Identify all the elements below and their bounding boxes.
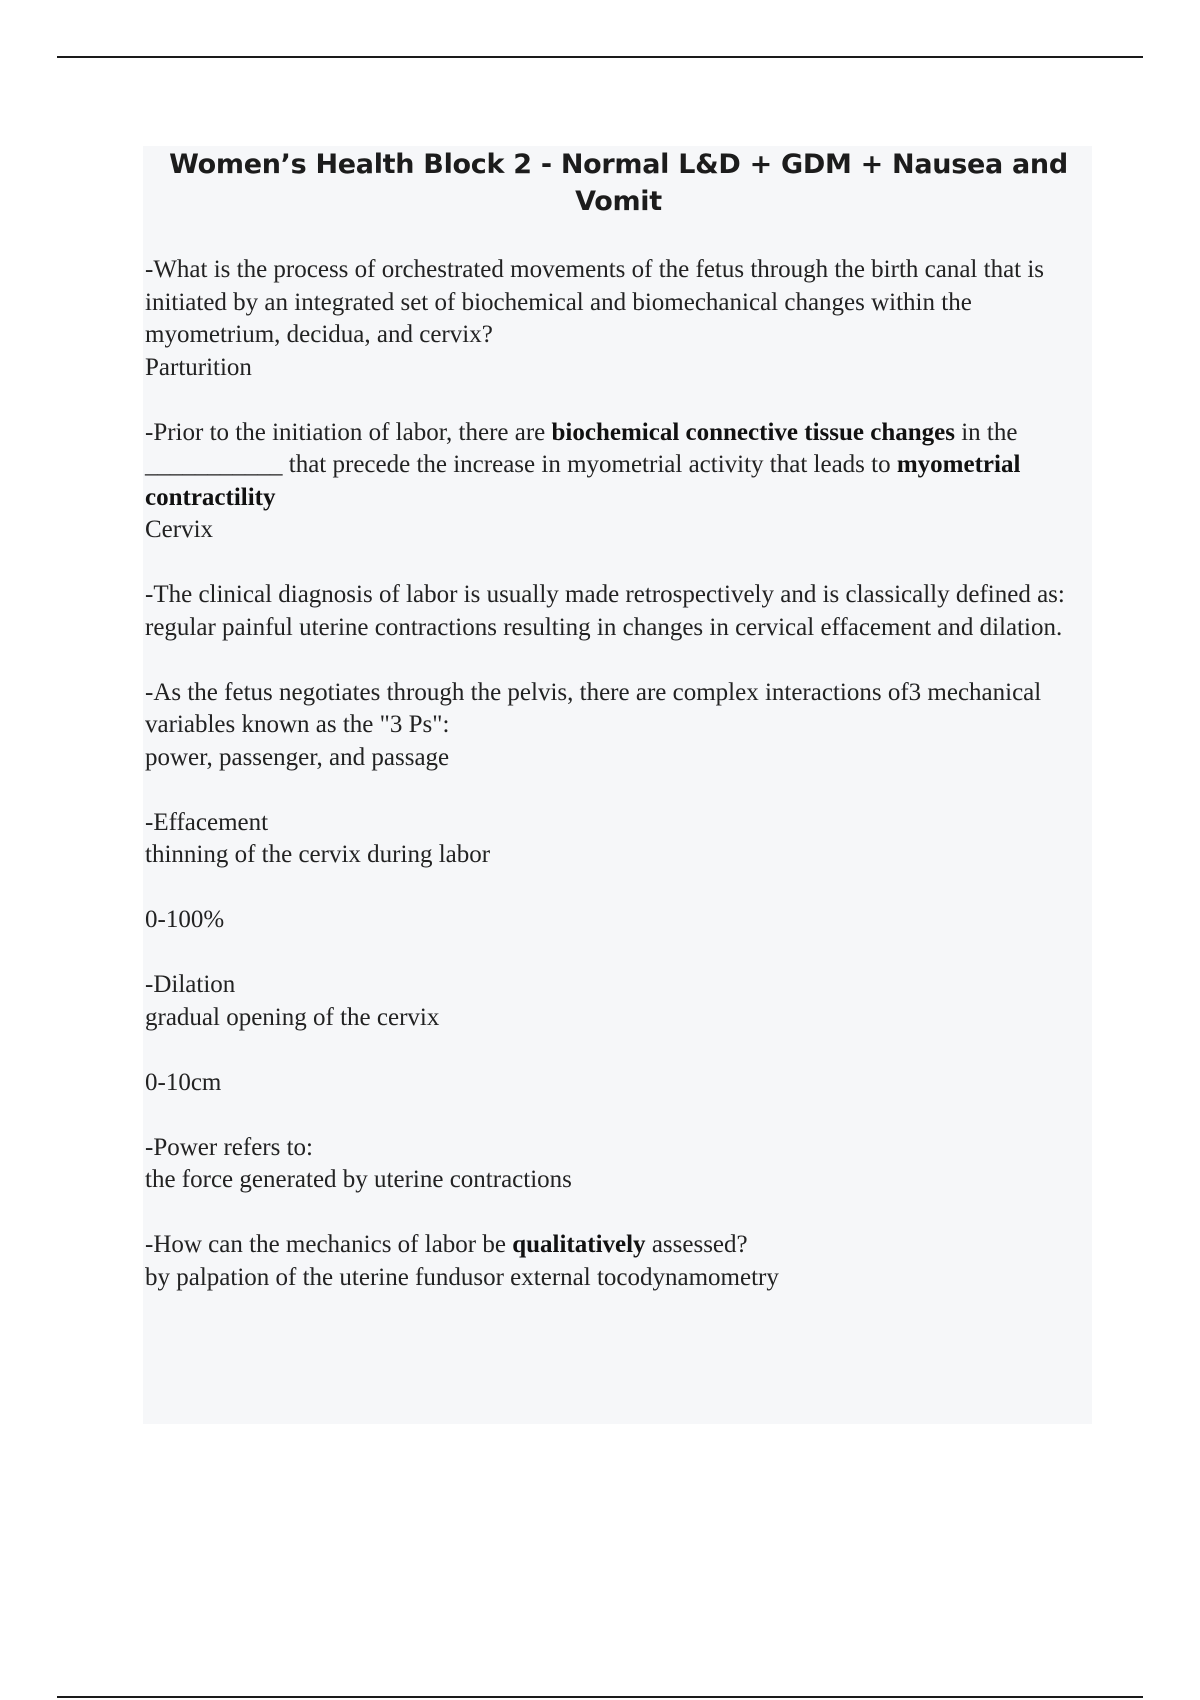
answer-range: 0-100% bbox=[145, 906, 225, 933]
question-text: -What is the process of orchestrated movements of the fetus through the birth canal that is initiated by an integrated set of biochemical and biomechanical changes within the myometrium, decidua, and cervix? bbox=[145, 256, 1045, 348]
question-text-part: assessed? bbox=[645, 1231, 748, 1258]
qa-item bbox=[145, 254, 1092, 384]
bold-term: myometrial contractility bbox=[145, 451, 1021, 511]
answer-text: thinning of the cervix during labor bbox=[145, 841, 491, 868]
question-text-part: -How can the mechanics of labor be bbox=[145, 1231, 513, 1258]
answer-range: 0-10cm bbox=[145, 1068, 222, 1096]
bottom-rule bbox=[57, 1696, 1143, 1698]
question-text: -As the fetus negotiates through the pelvis, there are complex interactions of3 mechanical variables known as the "3 Ps": bbox=[145, 678, 1042, 738]
document-title: Women’s Health Block 2 - Normal L&D + GDM + Nausea and Vomit bbox=[169, 149, 1068, 217]
question-text bbox=[145, 1229, 1092, 1262]
qa-item bbox=[145, 1132, 1092, 1197]
question-text: -Power refers to: bbox=[145, 1133, 313, 1161]
answer-text: power, passenger, and passage bbox=[145, 743, 450, 771]
question-text: -Effacement bbox=[145, 808, 269, 836]
question-text: -The clinical diagnosis of labor is usually made retrospectively and is classically defined as: bbox=[145, 581, 1065, 608]
question-text-part: in the ___________ that precede the increase in myometrial activity that leads to bbox=[145, 418, 1018, 478]
bold-term: qualitatively bbox=[512, 1231, 646, 1258]
question-text bbox=[145, 417, 1092, 515]
answer-text: by palpation of the uterine fundusor external tocodynamometry bbox=[145, 1263, 779, 1291]
answer-text: regular painful uterine contractions resulting in changes in cervical effacement and dilation. bbox=[145, 613, 1063, 641]
answer-text: Parturition bbox=[145, 353, 252, 381]
qa-item bbox=[145, 677, 1092, 775]
question-text: -Dilation bbox=[145, 971, 236, 998]
study-card-panel bbox=[143, 146, 1092, 1424]
qa-item bbox=[145, 807, 1092, 937]
qa-item bbox=[145, 969, 1092, 1099]
qa-list bbox=[145, 254, 1092, 1294]
answer-text: gradual opening of the cervix bbox=[145, 1003, 440, 1031]
top-rule bbox=[57, 56, 1143, 58]
question-text-part: -Prior to the initiation of labor, there are bbox=[145, 418, 552, 446]
qa-item bbox=[145, 579, 1092, 644]
answer-text: the force generated by uterine contractions bbox=[145, 1166, 572, 1193]
qa-item bbox=[145, 417, 1092, 547]
qa-item bbox=[145, 1229, 1092, 1294]
answer-text: Cervix bbox=[145, 516, 214, 543]
bold-term: biochemical connective tissue changes bbox=[551, 418, 955, 446]
